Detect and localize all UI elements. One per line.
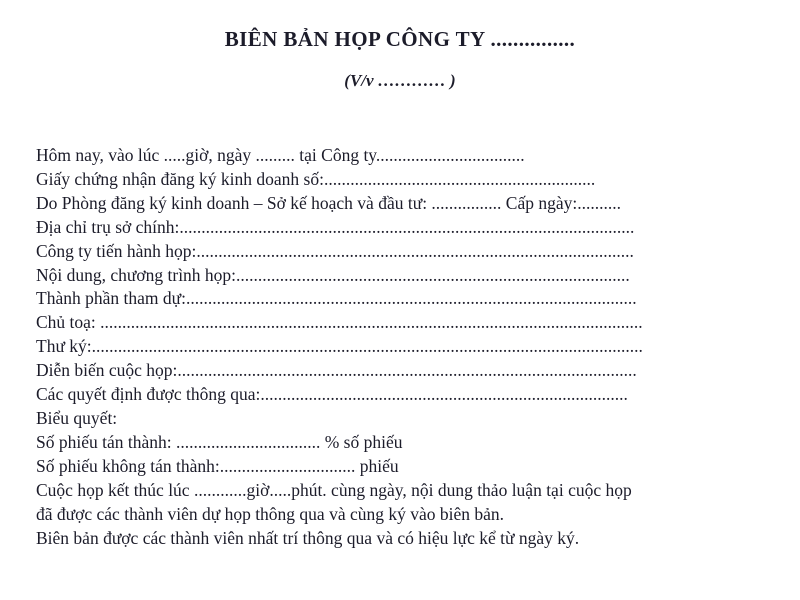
document-title: BIÊN BẢN HỌP CÔNG TY ...............	[224, 27, 576, 51]
line-votes-in-favor: Số phiếu tán thành: ................................. % số phiếu	[36, 431, 403, 452]
line-company-meeting: Công ty tiến hành họp:....................................................................................................	[36, 240, 634, 261]
document-body	[36, 144, 784, 550]
line-chairperson: Chủ toạ: ............................................................................................................................	[36, 312, 643, 333]
document-subtitle: (V/v ………… )	[344, 71, 456, 91]
line-participants: Thành phần tham dự:.......................................................................................................	[36, 288, 637, 309]
line-time-company: Hôm nay, vào lúc .....giờ, ngày ......... tại Công ty..................................	[36, 145, 525, 165]
line-meeting-agenda: Nội dung, chương trình họp:..........................................................................................	[36, 264, 630, 285]
line-decisions-passed: Các quyết định được thông qua:....................................................................................	[36, 384, 628, 405]
line-meeting-proceedings: Diễn biến cuộc họp:.........................................................................................................	[36, 360, 637, 381]
line-voting-heading: Biểu quyết:	[36, 407, 118, 428]
line-issuing-authority: Do Phòng đăng ký kinh doanh – Sở kế hoạch và đầu tư: ................ Cấp ngày:..........	[36, 192, 621, 213]
closing-paragraph-line-1: Cuộc họp kết thúc lúc ............giờ.....phút. cùng ngày, nội dung thảo luận tại cuộc họp	[36, 479, 632, 500]
line-head-office-address: Địa chỉ trụ sở chính:........................................................................................................	[36, 216, 635, 237]
closing-paragraph-line-2: đã được các thành viên dự họp thông qua và cùng ký vào biên bản.	[36, 503, 505, 524]
line-secretary: Thư ký:..............................................................................................................................	[36, 336, 643, 357]
closing-paragraph-line-3: Biên bản được các thành viên nhất trí thông qua và có hiệu lực kể từ ngày ký.	[36, 527, 580, 548]
line-votes-against: Số phiếu không tán thành:............................... phiếu	[36, 455, 399, 476]
line-business-license: Giấy chứng nhận đăng ký kinh doanh số:..............................................................	[36, 168, 596, 189]
